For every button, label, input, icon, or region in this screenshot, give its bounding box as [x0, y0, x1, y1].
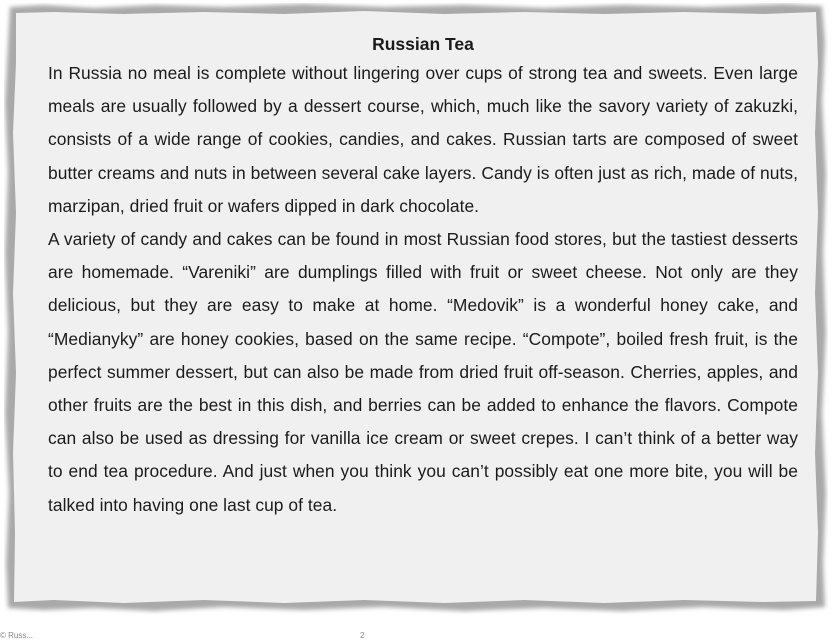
article	[48, 31, 798, 522]
footer-copyright: © Russ...	[0, 631, 34, 640]
paper-sheet	[4, 3, 828, 613]
article-paragraph: A variety of candy and cakes can be found in most Russian food stores, but the tastiest desserts are homemade. “Vareniki” are dumplings filled with fruit or sweet cheese. Not only are they delicious, but they are easy to make at home. “Medovik” is a wonderful honey cake, and “Medianyky” are honey cookies, based on the same recipe. “Compote”, boiled fresh fruit, is the perfect summer dessert, but can also be made from dried fruit off-season. Cherries, apples, and other fruits are the best in this dish, and berries can be added to enhance the flavors. Compote can also be used as dressing for vanilla ice cream or sweet crepes. I can’t think of a better way to end tea procedure. And just when you think you can’t possibly eat one more bite, you will be talked into having one last cup of tea.	[48, 229, 798, 515]
article-paragraph: In Russia no meal is complete without lingering over cups of strong tea and sweets. Even large meals are usually followed by a dessert course, which, much like the savory variety of zakuzki, consists of a wide range of cookies, candies, and cakes. Russian tarts are composed of sweet butter creams and nuts in between several cake layers. Candy is often just as rich, made of nuts, marzipan, dried fruit or wafers dipped in dark chocolate.	[48, 63, 798, 216]
page-number: 2	[360, 631, 365, 640]
article-title: Russian Tea	[372, 34, 474, 54]
